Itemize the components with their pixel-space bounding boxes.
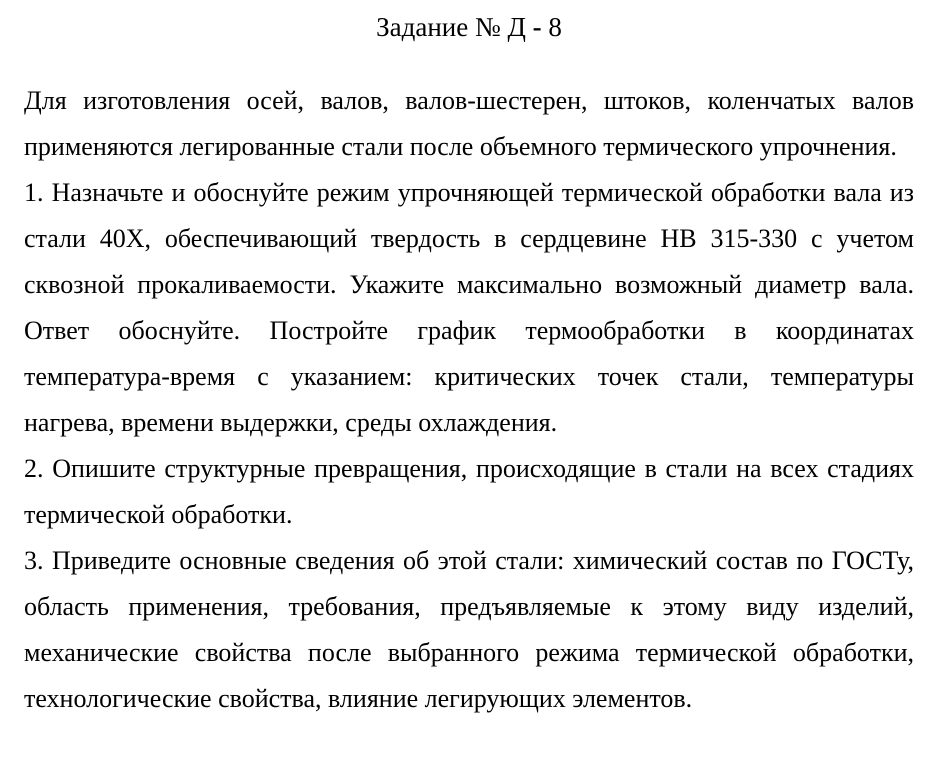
task-number-1: 1. xyxy=(24,178,44,207)
title-prefix: Задание № Д xyxy=(376,12,526,42)
title-number: 8 xyxy=(548,12,562,42)
task-text-3: Приведите основные сведения об этой стали: химический состав по ГОСТу, область применения, требования, предъявляемые к этому виду изделий, механические свойства после выбранного режима термической обработки, технологические свойства, влияние легирующих элементов. xyxy=(24,546,915,713)
task-number-3: 3. xyxy=(24,546,44,575)
title-dash: - xyxy=(532,12,542,42)
task-text-1: Назначьте и обоснуйте режим упрочняющей термической обработки вала из стали 40Х, обеспечивающий твердость в сердцевине НВ 315-330 с учетом сквозной прокаливаемости. Укажите максимально возможный диаметр вала. Ответ обоснуйте. Постройте график термообработки в координатах температура-время с указанием: критических точек стали, температуры нагрева, времени выдержки, среды охлаждения. xyxy=(24,178,914,437)
task-number-2: 2. xyxy=(24,454,44,483)
task-item-3 xyxy=(24,538,914,722)
document-page xyxy=(24,0,914,722)
task-item-1 xyxy=(24,170,914,446)
assignment-title xyxy=(24,12,914,46)
task-text-2: Опишите структурные превращения, происходящие в стали на всех стадиях термической обработки. xyxy=(24,454,915,529)
task-item-2 xyxy=(24,446,914,538)
assignment-body xyxy=(24,78,914,722)
intro-paragraph: Для изготовления осей, валов, валов-шестерен, штоков, коленчатых валов применяются легированные стали после объемного термического упрочнения. xyxy=(24,86,914,161)
